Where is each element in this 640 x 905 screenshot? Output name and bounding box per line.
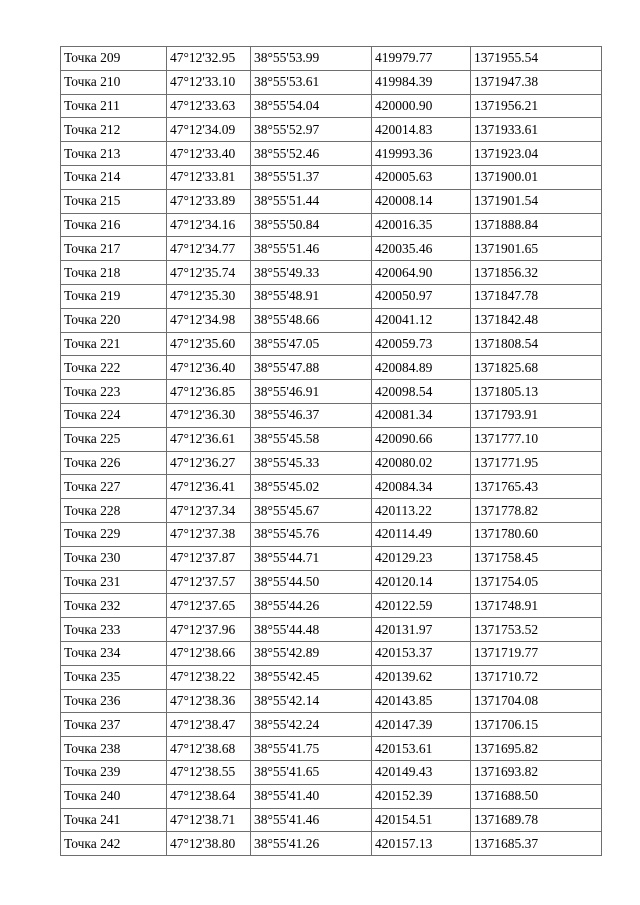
latitude-cell: 47°12'38.47 — [167, 713, 251, 737]
longitude-cell: 38°55'46.37 — [251, 403, 372, 427]
x-coordinate-cell: 420153.61 — [372, 737, 471, 761]
point-name-cell: Точка 233 — [61, 618, 167, 642]
x-coordinate-cell: 420081.34 — [372, 403, 471, 427]
x-coordinate-cell: 420157.13 — [372, 832, 471, 856]
y-coordinate-cell: 1371847.78 — [471, 284, 602, 308]
latitude-cell: 47°12'35.30 — [167, 284, 251, 308]
table-row — [61, 570, 602, 594]
latitude-cell: 47°12'34.98 — [167, 308, 251, 332]
y-coordinate-cell: 1371688.50 — [471, 784, 602, 808]
x-coordinate-cell: 420064.90 — [372, 261, 471, 285]
longitude-cell: 38°55'42.14 — [251, 689, 372, 713]
coordinates-table-body — [61, 47, 602, 856]
y-coordinate-cell: 1371842.48 — [471, 308, 602, 332]
longitude-cell: 38°55'48.66 — [251, 308, 372, 332]
longitude-cell: 38°55'42.89 — [251, 641, 372, 665]
table-row — [61, 403, 602, 427]
point-name-cell: Точка 215 — [61, 189, 167, 213]
latitude-cell: 47°12'38.64 — [167, 784, 251, 808]
y-coordinate-cell: 1371805.13 — [471, 380, 602, 404]
latitude-cell: 47°12'38.22 — [167, 665, 251, 689]
table-row — [61, 165, 602, 189]
x-coordinate-cell: 420149.43 — [372, 760, 471, 784]
point-name-cell: Точка 221 — [61, 332, 167, 356]
y-coordinate-cell: 1371748.91 — [471, 594, 602, 618]
point-name-cell: Точка 209 — [61, 47, 167, 71]
x-coordinate-cell: 420016.35 — [372, 213, 471, 237]
table-row — [61, 356, 602, 380]
table-row — [61, 427, 602, 451]
point-name-cell: Точка 222 — [61, 356, 167, 380]
longitude-cell: 38°55'47.88 — [251, 356, 372, 380]
x-coordinate-cell: 420080.02 — [372, 451, 471, 475]
latitude-cell: 47°12'37.38 — [167, 522, 251, 546]
point-name-cell: Точка 234 — [61, 641, 167, 665]
y-coordinate-cell: 1371901.54 — [471, 189, 602, 213]
longitude-cell: 38°55'44.48 — [251, 618, 372, 642]
x-coordinate-cell: 420152.39 — [372, 784, 471, 808]
point-name-cell: Точка 211 — [61, 94, 167, 118]
longitude-cell: 38°55'51.37 — [251, 165, 372, 189]
y-coordinate-cell: 1371923.04 — [471, 142, 602, 166]
longitude-cell: 38°55'51.46 — [251, 237, 372, 261]
table-row — [61, 189, 602, 213]
x-coordinate-cell: 420084.89 — [372, 356, 471, 380]
point-name-cell: Точка 232 — [61, 594, 167, 618]
y-coordinate-cell: 1371719.77 — [471, 641, 602, 665]
point-name-cell: Точка 225 — [61, 427, 167, 451]
table-row — [61, 546, 602, 570]
longitude-cell: 38°55'41.40 — [251, 784, 372, 808]
latitude-cell: 47°12'37.87 — [167, 546, 251, 570]
y-coordinate-cell: 1371900.01 — [471, 165, 602, 189]
table-row — [61, 47, 602, 71]
y-coordinate-cell: 1371825.68 — [471, 356, 602, 380]
table-row — [61, 118, 602, 142]
y-coordinate-cell: 1371780.60 — [471, 522, 602, 546]
y-coordinate-cell: 1371704.08 — [471, 689, 602, 713]
longitude-cell: 38°55'41.75 — [251, 737, 372, 761]
latitude-cell: 47°12'38.80 — [167, 832, 251, 856]
x-coordinate-cell: 420122.59 — [372, 594, 471, 618]
latitude-cell: 47°12'37.57 — [167, 570, 251, 594]
point-name-cell: Точка 224 — [61, 403, 167, 427]
longitude-cell: 38°55'53.61 — [251, 70, 372, 94]
latitude-cell: 47°12'37.34 — [167, 499, 251, 523]
x-coordinate-cell: 419979.77 — [372, 47, 471, 71]
table-row — [61, 499, 602, 523]
y-coordinate-cell: 1371771.95 — [471, 451, 602, 475]
longitude-cell: 38°55'41.46 — [251, 808, 372, 832]
table-row — [61, 737, 602, 761]
x-coordinate-cell: 420114.49 — [372, 522, 471, 546]
longitude-cell: 38°55'45.58 — [251, 427, 372, 451]
latitude-cell: 47°12'37.96 — [167, 618, 251, 642]
x-coordinate-cell: 419984.39 — [372, 70, 471, 94]
point-name-cell: Точка 230 — [61, 546, 167, 570]
y-coordinate-cell: 1371933.61 — [471, 118, 602, 142]
latitude-cell: 47°12'38.55 — [167, 760, 251, 784]
point-name-cell: Точка 219 — [61, 284, 167, 308]
table-row — [61, 832, 602, 856]
table-row — [61, 689, 602, 713]
x-coordinate-cell: 420120.14 — [372, 570, 471, 594]
point-name-cell: Точка 216 — [61, 213, 167, 237]
y-coordinate-cell: 1371706.15 — [471, 713, 602, 737]
longitude-cell: 38°55'45.33 — [251, 451, 372, 475]
point-name-cell: Точка 231 — [61, 570, 167, 594]
x-coordinate-cell: 420000.90 — [372, 94, 471, 118]
latitude-cell: 47°12'34.77 — [167, 237, 251, 261]
longitude-cell: 38°55'41.26 — [251, 832, 372, 856]
table-row — [61, 94, 602, 118]
x-coordinate-cell: 419993.36 — [372, 142, 471, 166]
y-coordinate-cell: 1371695.82 — [471, 737, 602, 761]
latitude-cell: 47°12'36.40 — [167, 356, 251, 380]
x-coordinate-cell: 420143.85 — [372, 689, 471, 713]
point-name-cell: Точка 226 — [61, 451, 167, 475]
x-coordinate-cell: 420129.23 — [372, 546, 471, 570]
coordinates-table — [60, 46, 602, 856]
table-row — [61, 784, 602, 808]
longitude-cell: 38°55'46.91 — [251, 380, 372, 404]
y-coordinate-cell: 1371758.45 — [471, 546, 602, 570]
table-row — [61, 70, 602, 94]
longitude-cell: 38°55'52.46 — [251, 142, 372, 166]
x-coordinate-cell: 420147.39 — [372, 713, 471, 737]
longitude-cell: 38°55'49.33 — [251, 261, 372, 285]
x-coordinate-cell: 420035.46 — [372, 237, 471, 261]
point-name-cell: Точка 218 — [61, 261, 167, 285]
table-row — [61, 380, 602, 404]
point-name-cell: Точка 213 — [61, 142, 167, 166]
x-coordinate-cell: 420059.73 — [372, 332, 471, 356]
table-row — [61, 142, 602, 166]
point-name-cell: Точка 241 — [61, 808, 167, 832]
y-coordinate-cell: 1371754.05 — [471, 570, 602, 594]
point-name-cell: Точка 210 — [61, 70, 167, 94]
latitude-cell: 47°12'38.66 — [167, 641, 251, 665]
table-row — [61, 475, 602, 499]
latitude-cell: 47°12'36.85 — [167, 380, 251, 404]
point-name-cell: Точка 228 — [61, 499, 167, 523]
table-row — [61, 641, 602, 665]
table-row — [61, 332, 602, 356]
y-coordinate-cell: 1371793.91 — [471, 403, 602, 427]
table-row — [61, 808, 602, 832]
latitude-cell: 47°12'33.63 — [167, 94, 251, 118]
longitude-cell: 38°55'45.76 — [251, 522, 372, 546]
latitude-cell: 47°12'36.61 — [167, 427, 251, 451]
point-name-cell: Точка 214 — [61, 165, 167, 189]
x-coordinate-cell: 420154.51 — [372, 808, 471, 832]
y-coordinate-cell: 1371856.32 — [471, 261, 602, 285]
table-row — [61, 451, 602, 475]
longitude-cell: 38°55'52.97 — [251, 118, 372, 142]
longitude-cell: 38°55'42.45 — [251, 665, 372, 689]
point-name-cell: Точка 240 — [61, 784, 167, 808]
latitude-cell: 47°12'38.36 — [167, 689, 251, 713]
point-name-cell: Точка 235 — [61, 665, 167, 689]
longitude-cell: 38°55'44.50 — [251, 570, 372, 594]
latitude-cell: 47°12'33.89 — [167, 189, 251, 213]
table-row — [61, 213, 602, 237]
longitude-cell: 38°55'53.99 — [251, 47, 372, 71]
latitude-cell: 47°12'34.16 — [167, 213, 251, 237]
y-coordinate-cell: 1371765.43 — [471, 475, 602, 499]
longitude-cell: 38°55'45.02 — [251, 475, 372, 499]
longitude-cell: 38°55'41.65 — [251, 760, 372, 784]
point-name-cell: Точка 238 — [61, 737, 167, 761]
x-coordinate-cell: 420090.66 — [372, 427, 471, 451]
longitude-cell: 38°55'51.44 — [251, 189, 372, 213]
y-coordinate-cell: 1371955.54 — [471, 47, 602, 71]
longitude-cell: 38°55'44.26 — [251, 594, 372, 618]
latitude-cell: 47°12'36.30 — [167, 403, 251, 427]
longitude-cell: 38°55'54.04 — [251, 94, 372, 118]
y-coordinate-cell: 1371901.65 — [471, 237, 602, 261]
y-coordinate-cell: 1371753.52 — [471, 618, 602, 642]
table-row — [61, 618, 602, 642]
table-row — [61, 665, 602, 689]
x-coordinate-cell: 420098.54 — [372, 380, 471, 404]
point-name-cell: Точка 239 — [61, 760, 167, 784]
x-coordinate-cell: 420050.97 — [372, 284, 471, 308]
table-row — [61, 713, 602, 737]
latitude-cell: 47°12'35.74 — [167, 261, 251, 285]
latitude-cell: 47°12'33.40 — [167, 142, 251, 166]
y-coordinate-cell: 1371888.84 — [471, 213, 602, 237]
table-row — [61, 237, 602, 261]
y-coordinate-cell: 1371693.82 — [471, 760, 602, 784]
y-coordinate-cell: 1371710.72 — [471, 665, 602, 689]
point-name-cell: Точка 227 — [61, 475, 167, 499]
point-name-cell: Точка 236 — [61, 689, 167, 713]
x-coordinate-cell: 420113.22 — [372, 499, 471, 523]
longitude-cell: 38°55'50.84 — [251, 213, 372, 237]
y-coordinate-cell: 1371685.37 — [471, 832, 602, 856]
x-coordinate-cell: 420153.37 — [372, 641, 471, 665]
longitude-cell: 38°55'44.71 — [251, 546, 372, 570]
latitude-cell: 47°12'35.60 — [167, 332, 251, 356]
latitude-cell: 47°12'34.09 — [167, 118, 251, 142]
y-coordinate-cell: 1371777.10 — [471, 427, 602, 451]
point-name-cell: Точка 212 — [61, 118, 167, 142]
x-coordinate-cell: 420005.63 — [372, 165, 471, 189]
longitude-cell: 38°55'48.91 — [251, 284, 372, 308]
latitude-cell: 47°12'36.27 — [167, 451, 251, 475]
latitude-cell: 47°12'37.65 — [167, 594, 251, 618]
point-name-cell: Точка 220 — [61, 308, 167, 332]
point-name-cell: Точка 229 — [61, 522, 167, 546]
point-name-cell: Точка 237 — [61, 713, 167, 737]
table-row — [61, 760, 602, 784]
longitude-cell: 38°55'47.05 — [251, 332, 372, 356]
point-name-cell: Точка 242 — [61, 832, 167, 856]
latitude-cell: 47°12'38.71 — [167, 808, 251, 832]
x-coordinate-cell: 420041.12 — [372, 308, 471, 332]
x-coordinate-cell: 420084.34 — [372, 475, 471, 499]
latitude-cell: 47°12'33.10 — [167, 70, 251, 94]
table-row — [61, 594, 602, 618]
y-coordinate-cell: 1371956.21 — [471, 94, 602, 118]
table-row — [61, 308, 602, 332]
longitude-cell: 38°55'45.67 — [251, 499, 372, 523]
y-coordinate-cell: 1371808.54 — [471, 332, 602, 356]
x-coordinate-cell: 420014.83 — [372, 118, 471, 142]
x-coordinate-cell: 420139.62 — [372, 665, 471, 689]
latitude-cell: 47°12'38.68 — [167, 737, 251, 761]
table-row — [61, 522, 602, 546]
latitude-cell: 47°12'36.41 — [167, 475, 251, 499]
longitude-cell: 38°55'42.24 — [251, 713, 372, 737]
point-name-cell: Точка 223 — [61, 380, 167, 404]
latitude-cell: 47°12'32.95 — [167, 47, 251, 71]
x-coordinate-cell: 420131.97 — [372, 618, 471, 642]
x-coordinate-cell: 420008.14 — [372, 189, 471, 213]
point-name-cell: Точка 217 — [61, 237, 167, 261]
table-row — [61, 261, 602, 285]
y-coordinate-cell: 1371778.82 — [471, 499, 602, 523]
table-row — [61, 284, 602, 308]
y-coordinate-cell: 1371947.38 — [471, 70, 602, 94]
latitude-cell: 47°12'33.81 — [167, 165, 251, 189]
y-coordinate-cell: 1371689.78 — [471, 808, 602, 832]
